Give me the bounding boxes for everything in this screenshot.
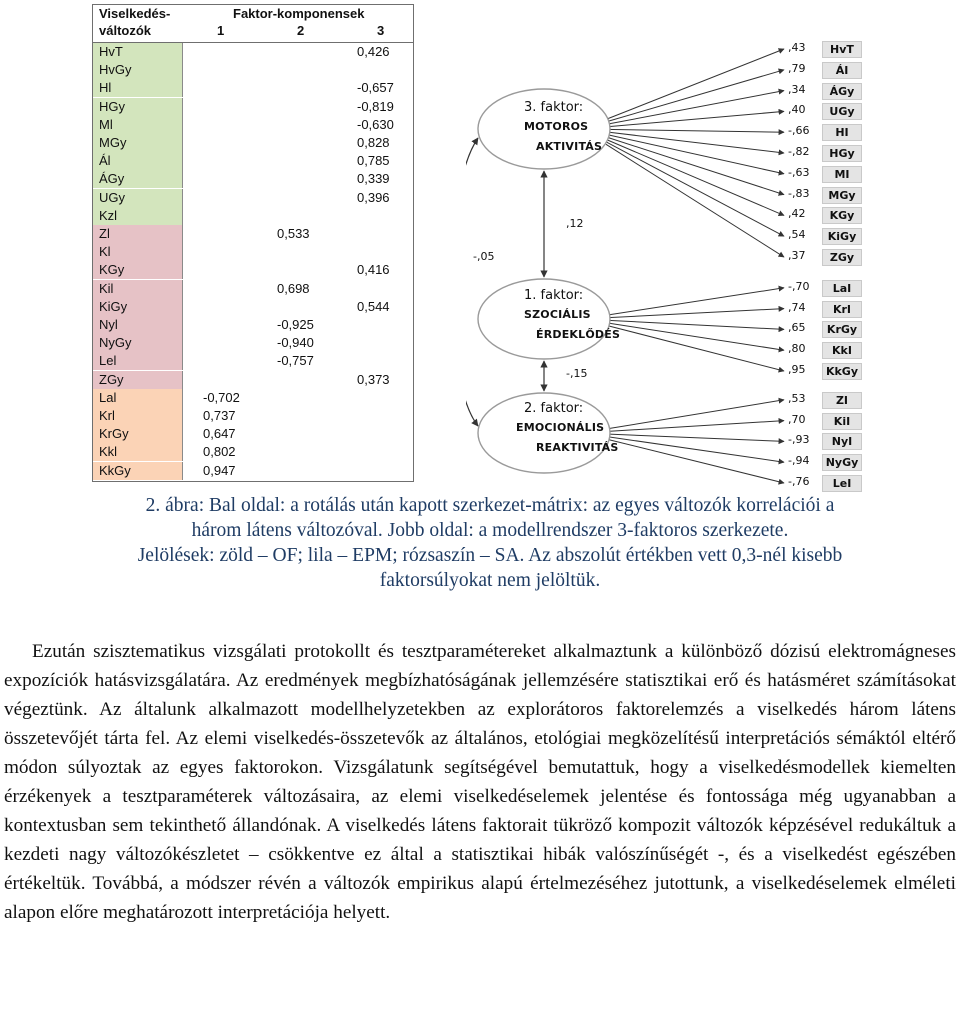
loading-cell-factor-3: 0,544: [357, 298, 390, 314]
loading-arrow-7: [606, 137, 784, 195]
variable-name-cell: ZGy: [93, 371, 183, 389]
loading-arrow-13: [606, 320, 784, 329]
table-row: [93, 207, 413, 225]
header-factor-components: Faktor-komponensek: [233, 6, 365, 21]
loading-cell-factor-2: 0,533: [277, 226, 310, 241]
caption-line-1: 2. ábra: Bal oldal: a rotálás után kapott szerkezet-mátrix: az egyes változók korrelációi a: [145, 495, 835, 516]
correlation-label-3-2: -,05: [473, 250, 495, 263]
variable-tag: ZGy: [822, 249, 862, 266]
loading-coefficient: -,93: [788, 433, 810, 447]
loading-cell-factor-3: 0,828: [357, 135, 390, 150]
factor-number-3: 2. faktor:: [524, 401, 584, 416]
variable-tag: MI: [822, 166, 862, 183]
variable-name-cell: MGy: [93, 134, 183, 152]
loading-arrow-6: [606, 134, 784, 173]
loading-arrow-0: [606, 49, 784, 119]
loading-cell-factor-2: -0,925: [277, 317, 314, 332]
loading-arrow-11: [606, 288, 784, 315]
loading-cell-factor-3: -0,819: [357, 98, 394, 114]
variable-name-cell: UGy: [93, 189, 183, 207]
variable-name-cell: HGy: [93, 98, 183, 116]
variable-name-cell: Zl: [93, 225, 183, 243]
loading-arrow-9: [606, 142, 784, 236]
table-row: [93, 134, 413, 152]
variable-name-cell: Kzl: [93, 207, 183, 225]
variable-tag: KkI: [822, 342, 862, 359]
loading-cell-factor-1: 0,802: [203, 444, 236, 460]
variable-name-cell: HvGy: [93, 61, 183, 79]
loading-coefficient: ,79: [788, 61, 806, 75]
loading-cell-factor-3: 0,416: [357, 262, 390, 278]
loading-coefficient: ,70: [788, 412, 806, 426]
variable-name-cell: HvT: [93, 43, 183, 61]
correlation-arrow-3-2: [466, 138, 478, 426]
loading-arrow-10: [606, 144, 784, 257]
variable-name-cell: Kkl: [93, 443, 183, 461]
table-row: [93, 389, 413, 407]
loading-arrow-4: [606, 129, 784, 132]
loading-cell-factor-2: -0,940: [277, 335, 314, 351]
variable-name-cell: Hl: [93, 79, 183, 97]
variable-name-cell: KkGy: [93, 462, 183, 480]
factor-number-2: 1. faktor:: [524, 288, 584, 303]
loading-coefficient: ,37: [788, 249, 806, 262]
caption-line-4: faktorsúlyokat nem jelöltük.: [379, 570, 601, 591]
table-row: [93, 316, 413, 334]
variable-tag: KrI: [822, 301, 862, 318]
figure-caption: [30, 493, 950, 593]
table-row: [93, 98, 413, 116]
loading-cell-factor-3: 0,339: [357, 171, 390, 187]
variable-tag: KGy: [822, 207, 862, 224]
variable-name-cell: Lel: [93, 352, 183, 370]
loading-coefficient: -,76: [788, 475, 810, 488]
loading-coefficient: ,54: [788, 228, 806, 242]
variable-name-cell: Ál: [93, 152, 183, 170]
table-row: [93, 407, 413, 425]
factor-name-line1-2: SZOCIÁLIS: [524, 308, 591, 321]
loading-cell-factor-3: 0,426: [357, 44, 390, 59]
loading-cell-factor-3: 0,785: [357, 153, 390, 169]
variable-tag: HI: [822, 124, 862, 141]
correlation-label-1-2: -,15: [566, 367, 588, 380]
factor-name-line2-1: AKTIVITÁS: [536, 140, 603, 153]
header-col-2: 2: [297, 23, 305, 38]
table-header: [93, 5, 413, 43]
factor-name-line1-1: MOTOROS: [524, 120, 589, 133]
loading-coefficient: -,66: [788, 124, 810, 138]
loading-coefficient: -,82: [788, 145, 810, 158]
variable-name-cell: KrGy: [93, 425, 183, 443]
correlation-label-3-1: ,12: [566, 217, 584, 230]
variable-name-cell: Ml: [93, 116, 183, 134]
loading-cell-factor-1: 0,737: [203, 408, 236, 423]
loading-cell-factor-1: 0,947: [203, 462, 236, 478]
table-row: [93, 280, 413, 298]
table-row: [93, 243, 413, 261]
loading-coefficient: ,95: [788, 363, 806, 376]
loading-coefficient: ,42: [788, 207, 806, 221]
table-row: [93, 261, 413, 279]
loading-arrow-8: [606, 139, 784, 215]
table-row: [93, 61, 413, 79]
factor-loading-table: [92, 4, 414, 482]
loading-cell-factor-2: 0,698: [277, 280, 310, 296]
loading-coefficient: ,40: [788, 103, 806, 117]
loading-coefficient: -,83: [788, 186, 810, 200]
loading-arrow-17: [606, 421, 784, 432]
variable-name-cell: KGy: [93, 261, 183, 279]
factor-number-1: 3. faktor:: [524, 100, 584, 115]
table-row: [93, 152, 413, 170]
variable-name-cell: KiGy: [93, 298, 183, 316]
variable-tag: ÁI: [822, 62, 862, 79]
variable-tag: LeI: [822, 475, 862, 492]
variable-tag: KiGy: [822, 228, 862, 245]
variable-name-cell: Nyl: [93, 316, 183, 334]
factor-name-line2-3: REAKTIVITÁS: [536, 441, 619, 454]
table-row: [93, 116, 413, 134]
table-row: [93, 334, 413, 352]
table-row: [93, 352, 413, 370]
variable-tag: NyGy: [822, 454, 862, 471]
variable-tag: UGy: [822, 103, 862, 120]
loading-coefficient: ,53: [788, 391, 806, 405]
variable-tag: MGy: [822, 187, 862, 204]
loading-cell-factor-3: -0,630: [357, 116, 394, 132]
table-row: [93, 462, 413, 480]
table-row: [93, 298, 413, 316]
variable-tag: HGy: [822, 145, 862, 162]
variable-name-cell: Krl: [93, 407, 183, 425]
loading-arrow-15: [606, 325, 784, 371]
table-row: [93, 170, 413, 188]
loading-cell-factor-2: -0,757: [277, 353, 314, 369]
loading-coefficient: ,43: [788, 41, 806, 54]
loading-cell-factor-3: 0,373: [357, 371, 390, 387]
variable-tag: ZI: [822, 392, 862, 409]
loading-cell-factor-3: -0,657: [357, 80, 394, 96]
factor-name-line1-3: EMOCIONÁLIS: [516, 421, 605, 434]
loading-coefficient: ,34: [788, 82, 806, 96]
table-row: [93, 371, 413, 389]
loading-arrow-16: [606, 400, 784, 429]
caption-line-3: Jelölések: zöld – OF; lila – EPM; rózsaszín – SA. Az abszolút értékben vett 0,3-nél kisebb: [137, 545, 843, 566]
loading-arrow-14: [606, 323, 784, 350]
factor-model-diagram: [466, 30, 960, 490]
loading-coefficient: ,80: [788, 342, 806, 356]
variable-name-cell: Kl: [93, 243, 183, 261]
table-row: [93, 443, 413, 461]
table-row: [93, 225, 413, 243]
loading-arrow-5: [606, 132, 784, 153]
table-row: [93, 189, 413, 207]
loading-coefficient: ,74: [788, 300, 806, 314]
variable-tag: KiI: [822, 413, 862, 430]
variable-tag: HvT: [822, 41, 862, 58]
loading-arrow-12: [606, 309, 784, 318]
header-col-3: 3: [377, 23, 385, 38]
loading-cell-factor-1: 0,647: [203, 426, 236, 442]
caption-line-2: három látens változóval. Jobb oldal: a modellrendszer 3-faktoros szerkezete.: [191, 520, 789, 541]
header-variables-line1: Viselkedés-: [99, 6, 171, 21]
loading-coefficient: -,70: [788, 279, 810, 293]
variable-name-cell: Kil: [93, 280, 183, 298]
loading-cell-factor-3: 0,396: [357, 189, 390, 205]
variable-name-cell: NyGy: [93, 334, 183, 352]
variable-name-cell: ÁGy: [93, 170, 183, 188]
variable-tag: KkGy: [822, 363, 862, 380]
loading-coefficient: -,63: [788, 165, 810, 179]
diagram-connectors: [466, 30, 960, 485]
loading-coefficient: ,65: [788, 321, 806, 335]
loading-arrow-20: [606, 439, 784, 483]
variable-name-cell: Lal: [93, 389, 183, 407]
table-row: [93, 43, 413, 61]
variable-tag: NyI: [822, 433, 862, 450]
body-paragraph: Ezután szisztematikus vizsgálati protokollt és tesztparamétereket alkalmaztunk a különböző dózisú elektromágneses expozíciók hatásvizsgálatára. Az eredmények megbízhatóságának jellemzésére statisztikai erő és hatásméret számításokat végeztünk. Az általunk alkalmazott modellhelyzetekben az explorátoros faktorelemzés a viselkedés három látens összetevőjét tárta fel. Az elemi viselkedés-összetevők az általános, etológiai megközelítésű interpretációs sémáktól eltérő módon súlyoztak az egyes faktorokon. Vizsgálatunk segítségével bemutattuk, hogy a viselkedésmodellek kiemelten érzékenyek a tesztparaméterek változásaira, az elemi viselkedéselemek jelentése és fontossága még ugyanabban a kontextusban sem tekinthető állandónak. A viselkedés látens faktorait tükröző kompozit változók képzésével redukáltuk a kezdeti nagy változókészletet – csökkentve ez által a statisztikai hibák valószínűségét -, és a viselkedést egészében értékeltük. Továbbá, a módszer révén a változók empirikus alapú értelmezéséhez jutottunk, a viselkedéselemek elméleti alapon előre meghatározott interpretációja helyett.: [4, 641, 956, 923]
table-row: [93, 79, 413, 97]
factor-name-line2-2: ÉRDEKLŐDÉS: [536, 328, 621, 341]
variable-tag: LaI: [822, 280, 862, 297]
header-variables-line2: változók: [99, 23, 152, 38]
loading-cell-factor-1: -0,702: [203, 389, 240, 405]
header-col-1: 1: [217, 23, 225, 38]
table-row: [93, 425, 413, 443]
loading-coefficient: -,94: [788, 454, 810, 468]
variable-tag: ÁGy: [822, 83, 862, 100]
variable-tag: KrGy: [822, 321, 862, 338]
